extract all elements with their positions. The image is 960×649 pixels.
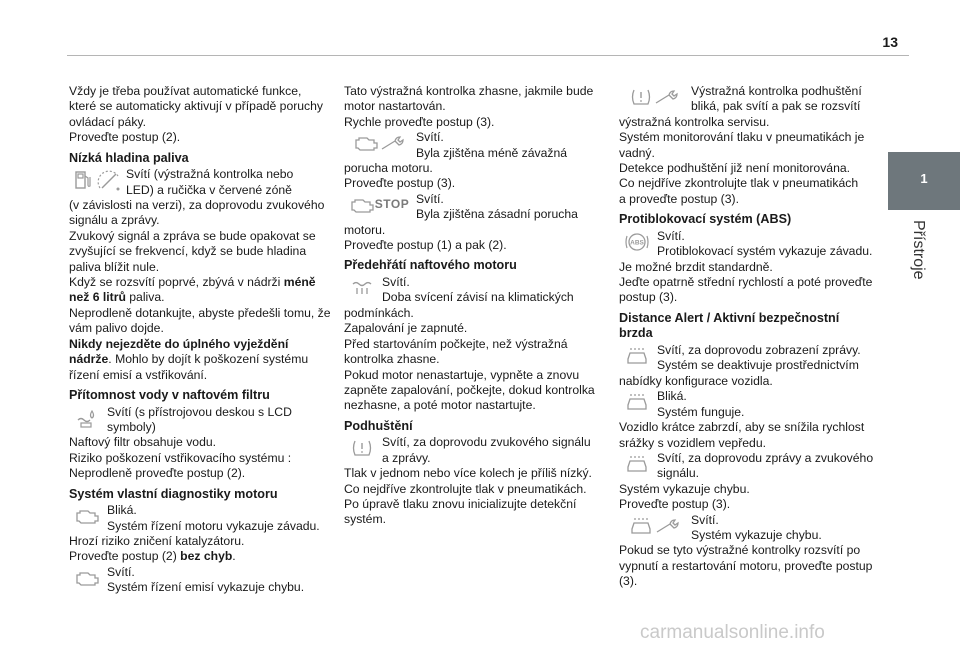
diag-lead: Systém řízení emisí vykazuje chybu. (107, 580, 305, 595)
distance-body: nabídky konfigurace vozidla. (619, 373, 773, 388)
section-heading-abs: Protiblokovací systém (ABS) (619, 212, 792, 227)
abs-lead: Svítí. (657, 228, 685, 243)
tyre-fault-lead: Výstražná kontrolka podhuštění (691, 84, 862, 98)
collision-warning-icon (628, 515, 654, 537)
distance-row-3 (619, 451, 881, 482)
preheat-body: kontrolka zhasne. (344, 352, 440, 367)
distance-lead: Systém se deaktivuje prostřednictvím (657, 358, 859, 373)
tyre-fault-lead: bliká, pak svítí a pak se rozsvítí (691, 99, 861, 114)
distance-body: srážky s vozidlem vepředu. (619, 435, 766, 450)
tyre-pressure-icon (629, 86, 653, 108)
distance-row-4 (619, 513, 881, 544)
fuel-body: signálu a zprávy. (69, 213, 160, 228)
abs-body: Je možné brzdit standardně. (619, 259, 773, 274)
intro-line: Proveďte postup (2). (69, 130, 181, 145)
fuel-body: zvyšující se frekvencí, když se bude hladina (69, 244, 307, 259)
tyre-lead: a zprávy. (382, 450, 431, 465)
engine-icon (74, 506, 100, 526)
fuel-body: vám palivo dojde. (69, 321, 164, 336)
chapter-title-text: Přístroje (910, 220, 927, 280)
collision-warning-icon (624, 453, 650, 475)
fuel-pump-icon (72, 168, 96, 192)
fuel-never-warning: Nikdy nejezděte do úplného vyježdění (69, 336, 289, 351)
fuel-body: (v závislosti na verzi), za doprovodu zvukového (69, 198, 325, 213)
section-heading-tyre: Podhuštění (344, 418, 413, 433)
engine-icon-box (69, 503, 105, 529)
distance-lead: Svítí. (691, 512, 719, 527)
tyre-fault-body: a proveďte postup (3). (619, 191, 739, 206)
brake-icon-box (619, 389, 655, 415)
distance-body: Pokud se tyto výstražné kontrolky rozsvítí po (619, 543, 861, 558)
fuel-icons (69, 167, 124, 193)
chapter-number: 1 (920, 171, 928, 186)
minor-fault-lead: Byla zjištěna méně závažná (416, 145, 568, 160)
service-wrench-icon (654, 516, 680, 536)
major-fault-row (344, 192, 606, 223)
fuel-never-warning-cont: nádrže. Mohlo by dojít k poškození systému (69, 352, 309, 367)
fuel-body: Neprodleně dotankujte, abyste předešli tomu, že (69, 305, 331, 320)
abs-body: Jeďte opatrně střední rychlostí a poté proveďte (619, 275, 873, 290)
intro-line: které se automaticky aktivují v případě poruchy (69, 99, 324, 114)
svg-text:ABS: ABS (630, 239, 644, 247)
fuel-first-warning-cont: než 6 litrů paliva. (69, 290, 165, 305)
distance-row-1 (619, 343, 881, 374)
preheat-body: Pokud motor nenastartuje, vypněte a znovu (344, 367, 580, 382)
water-body: Neprodleně proveďte postup (2). (69, 466, 246, 481)
water-icon-box (69, 405, 105, 431)
glow-plug-icon (349, 278, 375, 298)
section-heading-distance: Distance Alert / Aktivní bezpečnostní brzda (619, 310, 840, 341)
column-1 (69, 84, 331, 596)
tyre-body: Co nejdříve zkontrolujte tlak v pneumatikách. (344, 481, 587, 496)
brake-icon-box (619, 513, 689, 539)
engine-icon (349, 195, 375, 215)
stop-icon: STOP (374, 197, 410, 212)
major-fault-lead: Svítí. (416, 191, 444, 206)
major-fault-body: motoru. (344, 222, 386, 237)
fuel-lead: LED) a ručička v červené zóně (126, 182, 292, 197)
diag-lead: Systém řízení motoru vykazuje závadu. (107, 518, 320, 533)
diag-lead: Svítí. (107, 564, 135, 579)
preheat-body: zapněte zapalování, počkejte, dokud kontrolka (344, 382, 595, 397)
diag-lead: Bliká. (107, 503, 137, 518)
water-in-fuel-icon (75, 406, 99, 430)
tyre-fault-body: Detekce podhuštění již není monitorována. (619, 161, 851, 176)
diag-lit-row (69, 565, 331, 596)
preheat-lead: Doba svícení závisí na klimatických (382, 290, 574, 305)
section-heading-water: Přítomnost vody v naftovém filtru (69, 387, 270, 402)
water-lead: Svítí (s přístrojovou deskou s LCD (107, 404, 292, 419)
tyre-pressure-icon (350, 437, 374, 459)
collision-warning-icon (624, 345, 650, 367)
tyre-fault-icons (619, 84, 689, 110)
distance-lead: Svítí, za doprovodu zobrazení zprávy. (657, 343, 861, 358)
water-warning-row (69, 405, 331, 436)
section-heading-fuel: Nízká hladina paliva (69, 150, 189, 165)
tyre-body: systém. (344, 512, 386, 527)
tyre-row (344, 435, 606, 466)
collision-warning-icon (624, 391, 650, 413)
distance-body: vypnutí a restartování motoru, proveďte postup (619, 558, 873, 573)
engine-icon-box (344, 130, 414, 156)
fuel-body: paliva blížit nule. (69, 259, 160, 274)
fuel-warning-row (69, 167, 331, 198)
abs-row (619, 229, 881, 260)
tyre-body: Tlak v jednom nebo více kolech je příliš nízký. (344, 466, 592, 481)
top-rule (67, 55, 909, 56)
distance-lead: signálu. (657, 466, 700, 481)
water-body: Naftový filtr obsahuje vodu. (69, 435, 217, 450)
intro-line: Tato výstražná kontrolka zhasne, jakmile bude (344, 84, 594, 98)
section-heading-diagnostics: Systém vlastní diagnostiky motoru (69, 486, 278, 501)
column-3 (619, 84, 881, 590)
fuel-first-warning: Když se rozsvítí poprvé, zbývá v nádrži méně (69, 275, 316, 290)
abs-icon (624, 231, 650, 253)
column-2 (344, 84, 606, 528)
preheat-icon-box (344, 275, 380, 301)
section-heading-preheat: Předehřátí naftového motoru (344, 258, 517, 273)
tyre-body: Po úpravě tlaku znovu inicializujte detekční (344, 496, 577, 511)
distance-body: (3). (619, 574, 638, 589)
preheat-lead: Svítí. (382, 275, 410, 290)
diag-body: Hrozí riziko zničení katalyzátoru. (69, 533, 245, 548)
distance-lead: Systém funguje. (657, 404, 745, 419)
distance-lead: Bliká. (657, 389, 687, 404)
tyre-fault-body: vadný. (619, 145, 655, 160)
abs-body: postup (3). (619, 290, 678, 305)
intro-line: motor nastartován. (344, 99, 446, 114)
intro-line: ovládací páky. (69, 114, 147, 129)
preheat-body: Zapalování je zapnuté. (344, 321, 468, 336)
distance-body: Systém vykazuje chybu. (619, 481, 750, 496)
preheat-body: Před startováním počkejte, než výstražná (344, 336, 568, 351)
service-wrench-icon (379, 133, 405, 153)
abs-icon-box (619, 229, 655, 255)
tyre-fault-row (619, 84, 881, 115)
fuel-gauge-icon (96, 168, 122, 192)
distance-lead: Svítí, za doprovodu zprávy a zvukového (657, 450, 874, 465)
intro-line: Rychle proveďte postup (3). (344, 114, 495, 129)
tyre-lead: Svítí, za doprovodu zvukového signálu (382, 435, 591, 450)
tyre-icon-box (344, 435, 380, 461)
service-wrench-icon (653, 87, 679, 107)
distance-row-2 (619, 389, 881, 420)
engine-icon (353, 133, 379, 153)
page-number: 13 (882, 34, 898, 50)
diag-flashing-row (69, 503, 331, 534)
water-body: Riziko poškození vstřikovacího systému : (69, 450, 292, 465)
intro-line: Vždy je třeba používat automatické funkce, (69, 84, 302, 98)
fuel-body: řízení emisí a vstřikování. (69, 367, 208, 382)
engine-icon-box (69, 565, 105, 591)
fuel-lead: Svítí (výstražná kontrolka nebo (126, 167, 294, 182)
abs-lead: Protiblokovací systém vykazuje závadu. (657, 244, 873, 259)
chapter-title (906, 220, 930, 330)
stop-icon-box (344, 192, 414, 218)
minor-fault-lead: Svítí. (416, 130, 444, 145)
distance-lead: Systém vykazuje chybu. (691, 527, 822, 542)
fuel-body: Zvukový signál a zpráva se bude opakovat se (69, 228, 316, 243)
brake-icon-box (619, 343, 655, 369)
distance-body: Vozidlo krátce zabrzdí, aby se snížila rychlost (619, 420, 865, 435)
minor-fault-body: porucha motoru. (344, 161, 433, 176)
preheat-body: podmínkách. (344, 305, 414, 320)
tyre-fault-body: Co nejdříve zkontrolujte tlak v pneumatikách (619, 176, 859, 191)
brake-icon-box (619, 451, 655, 477)
minor-fault-row (344, 130, 606, 161)
preheat-row (344, 275, 606, 306)
tyre-fault-body: výstražná kontrolka servisu. (619, 114, 770, 129)
distance-body: Proveďte postup (3). (619, 497, 731, 512)
engine-icon (74, 568, 100, 588)
preheat-body: nezhasne, a poté motor nastartujte. (344, 398, 536, 413)
minor-fault-body: Proveďte postup (3). (344, 176, 456, 191)
water-lead: symboly) (107, 419, 156, 434)
diag-step: Proveďte postup (2) bez chyb. (69, 549, 236, 564)
watermark: carmanualsonline.info (640, 622, 825, 643)
major-fault-lead: Byla zjištěna zásadní porucha (416, 207, 578, 222)
tyre-fault-body: Systém monitorování tlaku v pneumatikách je (619, 130, 865, 145)
major-fault-body: Proveďte postup (1) a pak (2). (344, 238, 507, 253)
